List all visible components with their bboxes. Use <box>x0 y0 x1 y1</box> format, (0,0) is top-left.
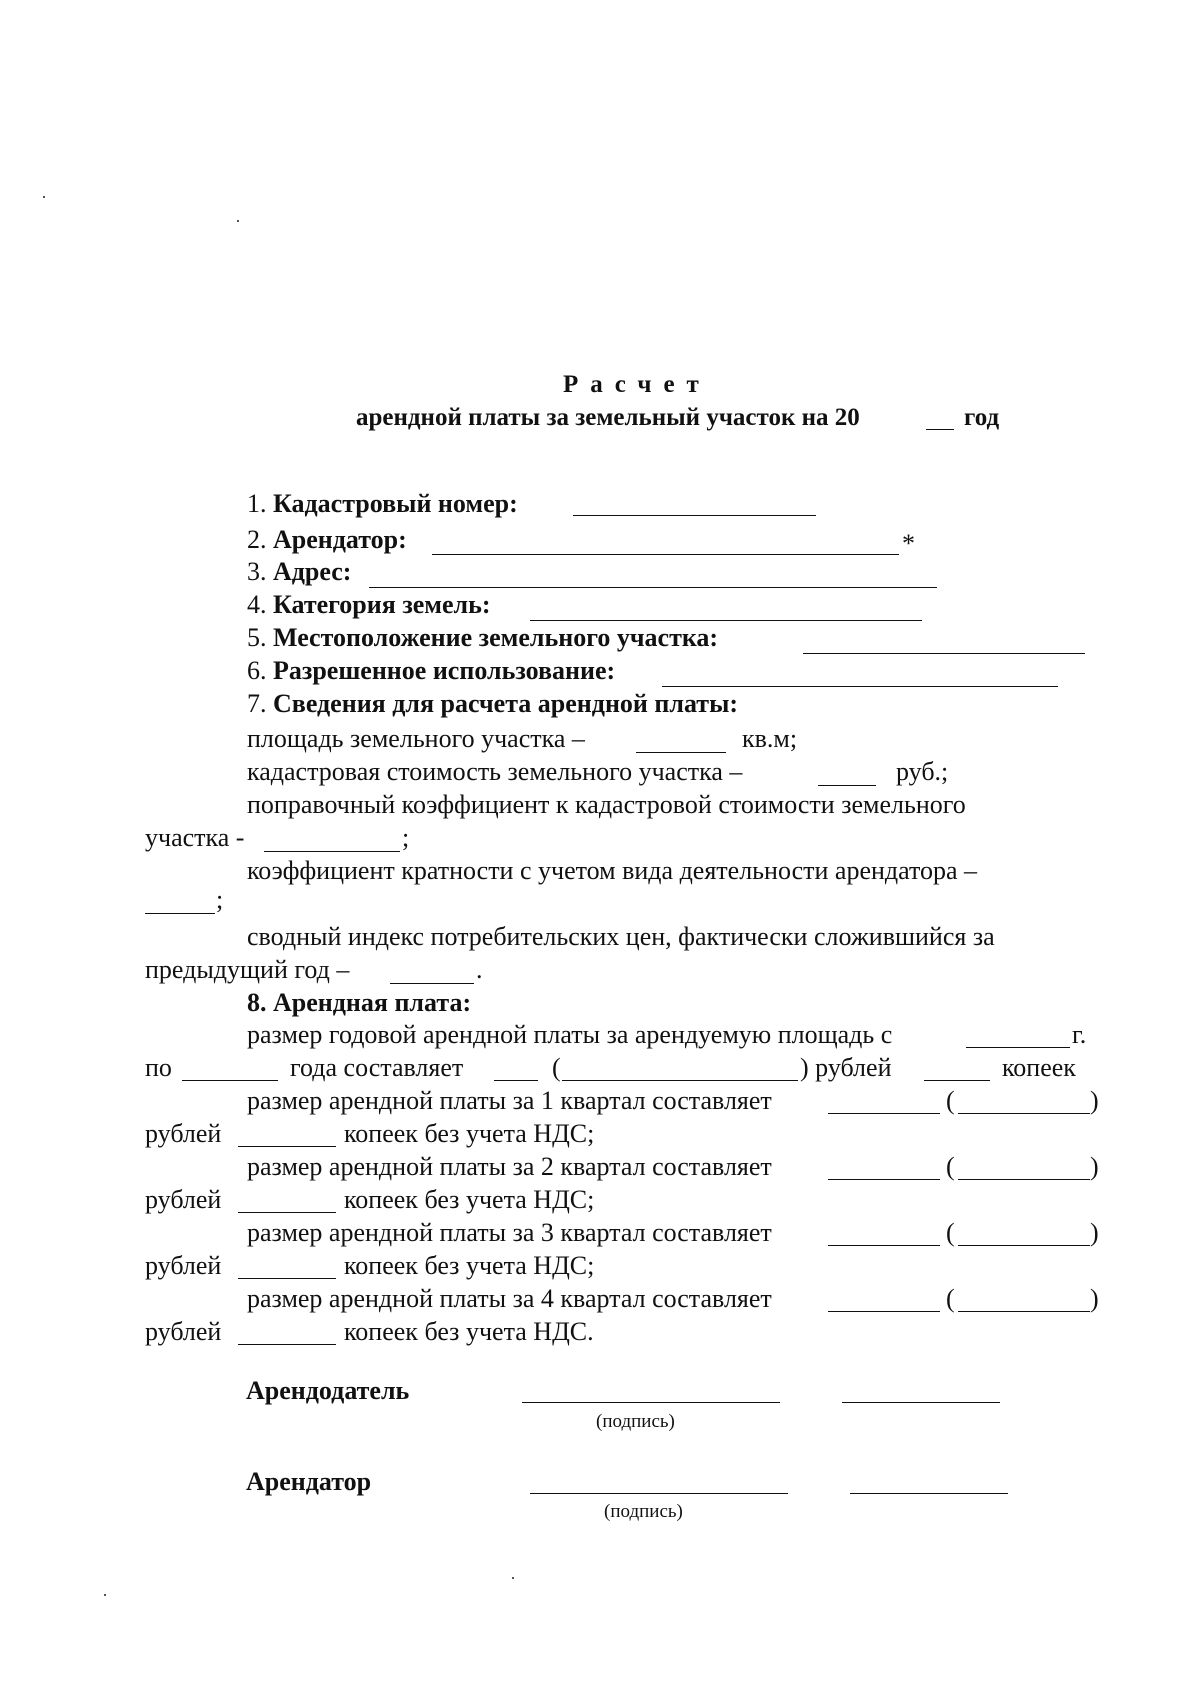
address-field[interactable] <box>369 587 937 588</box>
section-8-heading: 8. Арендная плата: <box>247 988 472 1017</box>
quarter-2-words-field[interactable] <box>958 1179 1090 1180</box>
quarter-3-close: ) <box>1090 1218 1099 1247</box>
quarter-3-amount-field[interactable] <box>828 1245 940 1246</box>
quarter-3-kop: копеек без учета НДС; <box>344 1251 595 1280</box>
lessee-asterisk: * <box>902 529 915 558</box>
lessor-signature-caption: (подпись) <box>596 1411 675 1432</box>
quarter-2-amount-field[interactable] <box>828 1179 940 1180</box>
lessee-label: Арендатор <box>246 1467 372 1496</box>
annual-rent-line1: размер годовой арендной платы за арендуемую площадь с <box>247 1020 893 1049</box>
scan-speck <box>237 220 239 222</box>
quarter-4-words-field[interactable] <box>958 1311 1090 1312</box>
annual-po: по <box>145 1053 172 1082</box>
quarter-1-kop: копеек без учета НДС; <box>344 1119 595 1148</box>
annual-mid: года составляет <box>290 1053 464 1082</box>
correction-coef-line1: поправочный коэффициент к кадастровой стоимости земельного <box>247 790 966 819</box>
year-blank <box>926 429 954 430</box>
lessee-signature-field[interactable] <box>530 1493 788 1494</box>
quarter-2-close: ) <box>1090 1152 1099 1181</box>
quarter-3-words-field[interactable] <box>958 1245 1090 1246</box>
scan-speck <box>512 1577 514 1579</box>
quarter-2-kopecks-field[interactable] <box>238 1212 336 1213</box>
quarter-2-line1: размер арендной платы за 2 квартал составляет <box>247 1152 772 1181</box>
plot-location-field[interactable] <box>803 653 1085 654</box>
cpi-field[interactable] <box>390 983 474 984</box>
quarter-4-open: ( <box>946 1284 955 1313</box>
quarter-4-line1: размер арендной платы за 4 квартал составляет <box>247 1284 772 1313</box>
cadastral-number-field[interactable] <box>573 515 816 516</box>
cadastral-cost-field[interactable] <box>818 785 876 786</box>
item-2 <box>247 525 407 555</box>
quarter-3-rub: рублей <box>145 1251 222 1280</box>
quarter-2-rub: рублей <box>145 1185 222 1214</box>
subtitle-prefix: арендной платы за земельный участок на 20 <box>356 404 860 431</box>
lessor-label: Арендодатель <box>246 1376 410 1405</box>
lessee-field[interactable] <box>432 554 899 555</box>
multiplicity-coef-line1: коэффициент кратности с учетом вида деятельности арендатора – <box>247 856 978 885</box>
quarter-2-kop: копеек без учета НДС; <box>344 1185 595 1214</box>
annual-rub: ) рублей <box>800 1053 892 1082</box>
quarter-2-open: ( <box>946 1152 955 1181</box>
lessee-name-field[interactable] <box>850 1493 1008 1494</box>
scan-speck <box>104 1594 106 1596</box>
item-5-label: Местоположение земельного участка: <box>273 623 719 652</box>
cpi-suffix: . <box>476 955 483 984</box>
correction-coef-prefix: участка - <box>145 823 245 852</box>
multiplicity-coef-suffix: ; <box>216 885 224 914</box>
document-title: Расчет <box>563 371 711 398</box>
quarter-1-close: ) <box>1090 1086 1099 1115</box>
annual-kop: копеек <box>1002 1053 1076 1082</box>
lessee-signature-caption: (подпись) <box>604 1501 683 1522</box>
cadastral-cost-text: кадастровая стоимость земельного участка – <box>247 757 743 786</box>
item-3 <box>247 557 351 587</box>
cadastral-cost-unit: руб.; <box>896 757 949 786</box>
quarter-3-open: ( <box>946 1218 955 1247</box>
correction-coef-suffix: ; <box>402 823 410 852</box>
item-7-label: Сведения для расчета арендной платы: <box>273 689 739 718</box>
plot-area-unit: кв.м; <box>742 724 798 753</box>
quarter-1-amount-field[interactable] <box>828 1113 940 1114</box>
annual-paren-open: ( <box>552 1053 561 1082</box>
annual-amount-words-field[interactable] <box>562 1080 798 1081</box>
item-1-label: Кадастровый номер: <box>273 489 518 518</box>
cpi-line1: сводный индекс потребительских цен, фактически сложившийся за <box>247 922 995 951</box>
plot-area-field[interactable] <box>636 752 726 753</box>
document-subtitle <box>356 403 860 433</box>
item-6-label: Разрешенное использование: <box>273 656 616 685</box>
multiplicity-coef-field[interactable] <box>145 913 215 914</box>
item-4-number: 4. <box>247 590 267 619</box>
lessor-name-field[interactable] <box>842 1402 1000 1403</box>
quarter-1-kopecks-field[interactable] <box>238 1146 336 1147</box>
quarter-4-rub: рублей <box>145 1317 222 1346</box>
quarter-4-kopecks-field[interactable] <box>238 1344 336 1345</box>
item-2-label: Арендатор: <box>273 525 407 554</box>
quarter-1-open: ( <box>946 1086 955 1115</box>
subtitle-suffix: год <box>964 404 1000 431</box>
item-4-label: Категория земель: <box>273 590 491 619</box>
item-1-number: 1. <box>247 489 267 518</box>
item-6 <box>247 656 615 686</box>
quarter-3-line1: размер арендной платы за 3 квартал составляет <box>247 1218 772 1247</box>
correction-coef-field[interactable] <box>264 851 400 852</box>
item-3-label: Адрес: <box>273 557 352 586</box>
item-5-number: 5. <box>247 623 267 652</box>
item-7 <box>247 689 738 719</box>
cpi-prefix: предыдущий год – <box>145 955 350 984</box>
scan-speck <box>43 196 45 198</box>
quarter-4-kop: копеек без учета НДС. <box>344 1317 594 1346</box>
quarter-4-close: ) <box>1090 1284 1099 1313</box>
item-6-number: 6. <box>247 656 267 685</box>
item-7-number: 7. <box>247 689 267 718</box>
item-1 <box>247 489 518 519</box>
item-2-number: 2. <box>247 525 267 554</box>
quarter-1-rub: рублей <box>145 1119 222 1148</box>
quarter-4-amount-field[interactable] <box>828 1311 940 1312</box>
plot-area-text: площадь земельного участка – <box>247 724 585 753</box>
quarter-3-kopecks-field[interactable] <box>238 1278 336 1279</box>
item-3-number: 3. <box>247 557 267 586</box>
land-category-field[interactable] <box>530 620 922 621</box>
annual-g: г. <box>1072 1020 1087 1049</box>
annual-kopecks-field[interactable] <box>924 1080 990 1081</box>
item-5 <box>247 623 718 653</box>
lessor-signature-field[interactable] <box>522 1402 780 1403</box>
quarter-1-words-field[interactable] <box>958 1113 1090 1114</box>
annual-start-date-field[interactable] <box>966 1047 1070 1048</box>
annual-end-date-field[interactable] <box>182 1080 278 1081</box>
permitted-use-field[interactable] <box>662 686 1058 687</box>
annual-amount-field[interactable] <box>494 1080 538 1081</box>
quarter-1-line1: размер арендной платы за 1 квартал составляет <box>247 1086 772 1115</box>
item-4 <box>247 590 491 620</box>
